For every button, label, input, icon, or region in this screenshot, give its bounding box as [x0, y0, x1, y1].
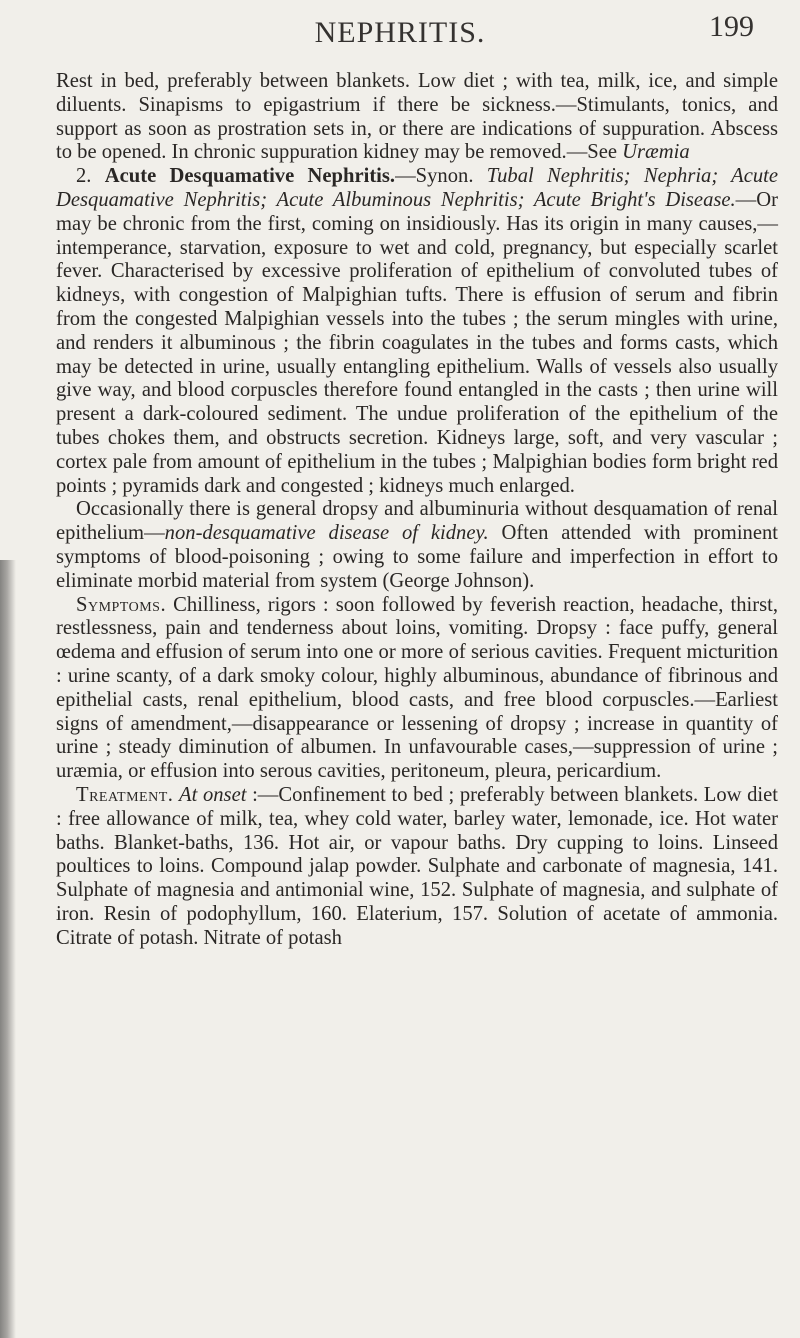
text-run: Symptoms.	[76, 593, 167, 616]
text-run: 2.	[76, 165, 105, 188]
text-run: Uræmia	[622, 141, 690, 164]
paragraph-treatment	[56, 784, 778, 951]
text-run: Chilliness, rigors : soon followed by feverish reaction, headache, thirst, restlessness, pain and tenderness about loins, vomiting. Dropsy : face puffy, general œdema and effusion of serum into one or more of serious cavities. Frequent micturition : urine scanty, of a dark smoky colour, highly albuminous, abundance of fibrinous and epithelial casts, renal epithelium, blood casts, and free blood corpuscles.—Earliest signs of amendment,—disappearance or lessening of dropsy ; increase in quantity of urine ; steady diminution of albumen. In unfavourable cases,—suppression of urine ; uræmia, or effusion into serous cavities, peritoneum, pleura, pericardium.	[56, 593, 778, 783]
text-run: At onset	[179, 783, 247, 806]
paragraph-symptoms	[56, 594, 778, 784]
text-run: —Synon.	[395, 165, 487, 188]
text-run: :—Confinement to bed ; preferably between blankets. Low diet : free allowance of milk, tea, whey cold water, barley water, lemonade, ice. Hot water baths. Blanket-baths, 136. Hot air, or vapour baths. Dry cupping to loins. Linseed poultices to loins. Compound jalap powder. Sulphate and carbonate of magnesia, 141. Sulphate of magnesia and antimonial wine, 152. Sulphate of magnesia, and sulphate of iron. Resin of podophyllum, 160. Elaterium, 157. Solution of acetate of ammonia. Citrate of potash. Nitrate of potash	[56, 783, 779, 949]
text-run: non-desquamative disease of kidney.	[164, 522, 489, 545]
text-run: Occasionally there is general dropsy and albuminuria without desquamation of renal epithelium—	[56, 498, 778, 545]
text-run: Often attended with prominent symptoms of blood-poisoning ; owing to some failure and imperfection in effort to eliminate morbid material from system (George Johnson).	[56, 522, 778, 592]
text-run: —Or may be chronic from the first, coming on insidiously. Has its origin in many causes,—intemperance, starvation, exposure to wet and cold, pregnancy, but especially scarlet fever. Characterised by excessive proliferation of epithelium of convoluted tubes of kidneys, with congestion of Malpighian tufts. There is effusion of serum and fibrin from the congested Malpighian vessels into the tubes ; the serum mingles with urine, and renders it albuminous ; the fibrin coagulates in the tubes and forms casts, which may be detected in urine, usually entangling epithelium. Walls of vessels also usually give way, and blood corpuscles therefore found entangled in the casts ; then urine will present a dark-coloured sediment. The undue proliferation of the epithelium of the tubes chokes them, and obstructs secretion. Kidneys large, soft, and very vascular ; cortex pale from amount of epithelium in the tubes ; Malpighian bodies form bright red points ; pyramids dark and congested ; kidneys much enlarged.	[56, 188, 778, 497]
running-title: NEPHRITIS.	[314, 16, 486, 49]
text-run: Acute Desquamative Nephritis.	[104, 165, 396, 188]
paragraph-suppuration-treatment	[56, 70, 778, 165]
text-run: Rest in bed, preferably between blankets. Low diet ; with tea, milk, ice, and simple diluents. Sinapisms to epigastrium if there be sickness.—Stimulants, tonics, and support as soon as prostration sets in, or there are indications of suppuration. Abscess to be opened. In chronic suppuration kidney may be removed.—See	[56, 70, 778, 164]
page-header	[0, 10, 800, 56]
text-run: Tubal Nephritis; Nephria; Acute Desquamative Nephritis; Acute Albuminous Nephritis; Acute Bright's Disease.	[56, 165, 779, 211]
body-text	[56, 70, 778, 950]
paragraph-non-desquamative-disease	[56, 498, 778, 593]
text-run: Treatment.	[76, 783, 174, 806]
page-number: 199	[709, 10, 754, 43]
paragraph-acute-desquamative-nephritis	[56, 165, 778, 498]
binding-shadow	[0, 560, 16, 1338]
